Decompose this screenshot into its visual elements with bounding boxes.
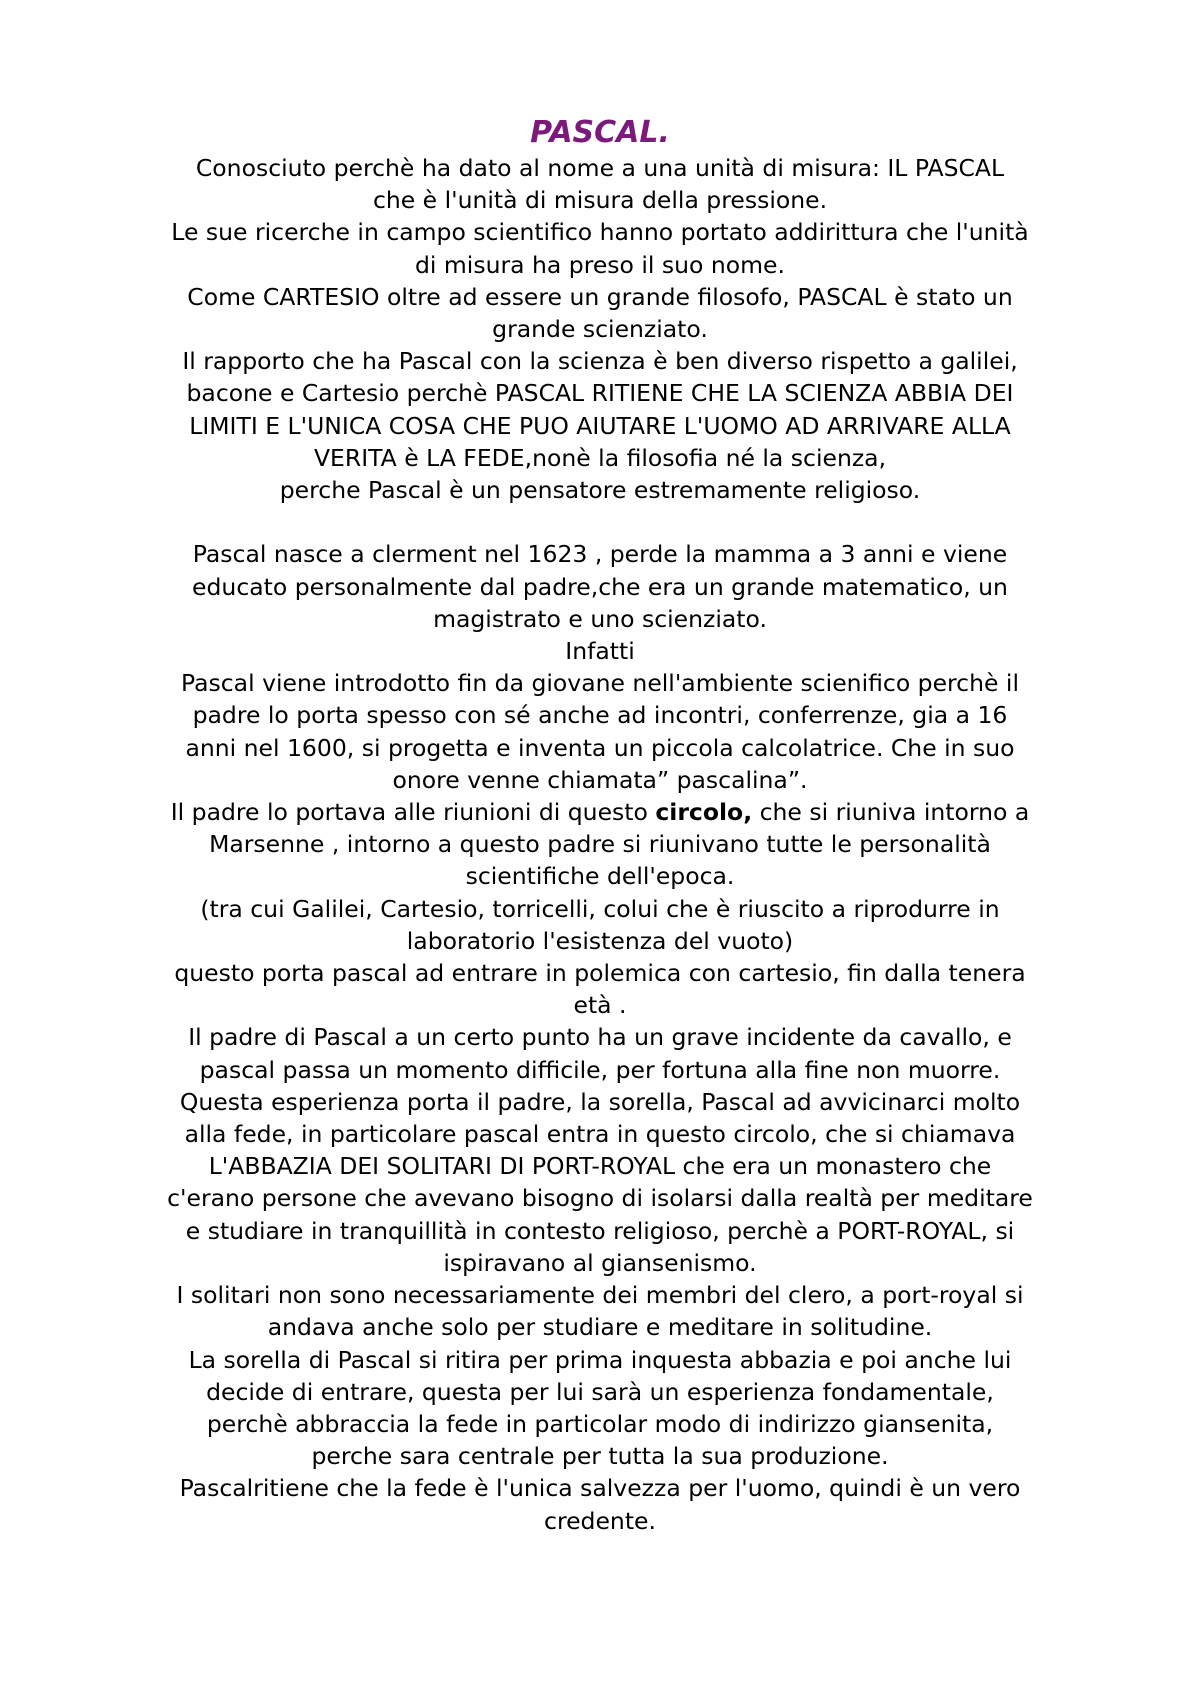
text-line: L'ABBAZIA DEI SOLITARI DI PORT-ROYAL che era un monastero che <box>208 1152 992 1181</box>
text-line: andava anche solo per studiare e meditare in solitudine. <box>267 1313 933 1342</box>
text-line: Infatti <box>565 637 635 666</box>
text-line: credente. <box>544 1506 656 1535</box>
text-line: La sorella di Pascal si ritira per prima inquesta abbazia e poi anche lui <box>188 1345 1012 1374</box>
paragraph-spacer <box>105 506 1095 538</box>
text-segment: che si riuniva intorno a <box>752 798 1030 827</box>
text-line: questo porta pascal ad entrare in polemica con cartesio, fin dalla tenera <box>174 959 1026 988</box>
text-line: Conosciuto perchè ha dato al nome a una unità di misura: IL PASCAL <box>195 154 1005 182</box>
text-line: magistrato e uno scienziato. <box>433 604 767 633</box>
text-line: Le sue ricerche in campo scientifico hanno portato addirittura che l'unità <box>171 218 1029 247</box>
text-line: scientifiche dell'epoca. <box>465 862 735 891</box>
text-line: onore venne chiamata” pascalina”. <box>392 765 808 794</box>
text-line: pascal passa un momento difficile, per fortuna alla fine non muorre. <box>199 1055 1001 1084</box>
text-line: laboratorio l'esistenza del vuoto) <box>406 926 794 955</box>
document-body <box>105 114 1095 1537</box>
text-line: di misura ha preso il suo nome. <box>415 250 785 279</box>
text-line: bacone e Cartesio perchè PASCAL RITIENE CHE LA SCIENZA ABBIA DEI <box>186 379 1014 408</box>
text-line: Questa esperienza porta il padre, la sorella, Pascal ad avvicinarci molto <box>179 1087 1021 1116</box>
text-line: anni nel 1600, si progetta e inventa un piccola calcolatrice. Che in suo <box>185 733 1015 762</box>
text-line: alla fede, in particolare pascal entra in questo circolo, che si chiamava <box>184 1120 1016 1149</box>
text-line: Marsenne , intorno a questo padre si riunivano tutte le personalità <box>209 830 991 859</box>
text-segment: Il padre lo portava alle riunioni di questo <box>170 798 656 827</box>
text-line: LIMITI E L'UNICA COSA CHE PUO AIUTARE L'UOMO AD ARRIVARE ALLA <box>189 411 1011 440</box>
text-line: Come CARTESIO oltre ad essere un grande filosofo, PASCAL è stato un <box>187 282 1013 311</box>
text-line: ispiravano al giansenismo. <box>443 1248 757 1277</box>
text-line: che è l'unità di misura della pressione. <box>372 186 828 215</box>
text-line: padre lo porta spesso con sé anche ad incontri, conferrenze, gia a 16 <box>192 701 1008 730</box>
bold-word: circolo, <box>655 798 753 827</box>
text-line: Pascalritiene che la fede è l'unica salvezza per l'uomo, quindi è un vero <box>179 1474 1021 1503</box>
text-line: Pascal viene introdotto fin da giovane nell'ambiente scienifico perchè il <box>180 669 1019 698</box>
text-line-with-bold <box>105 796 1095 828</box>
text-line: grande scienziato. <box>492 315 708 344</box>
text-line: VERITA è LA FEDE,nonè la filosofia né la scienza, <box>313 443 887 472</box>
text-line: età . <box>573 991 627 1020</box>
paragraph-biography <box>105 538 1095 1536</box>
paragraph-intro <box>105 152 1095 506</box>
text-line: perche sara centrale per tutta la sua produzione. <box>311 1442 889 1471</box>
text-line: decide di entrare, questa per lui sarà un esperienza fondamentale, <box>206 1377 994 1406</box>
text-line: perchè abbraccia la fede in particolar modo di indirizzo giansenita, <box>206 1409 994 1438</box>
document-title: PASCAL. <box>530 115 670 150</box>
text-line: educato personalmente dal padre,che era un grande matematico, un <box>192 572 1008 601</box>
text-line: Il rapporto che ha Pascal con la scienza è ben diverso rispetto a galilei, <box>182 347 1018 376</box>
text-line: I solitari non sono necessariamente dei membri del clero, a port-royal si <box>176 1281 1024 1310</box>
text-line: c'erano persone che avevano bisogno di isolarsi dalla realtà per meditare <box>167 1184 1033 1213</box>
text-line: Pascal nasce a clerment nel 1623 , perde la mamma a 3 anni e viene <box>192 540 1008 569</box>
text-line: e studiare in tranquillità in contesto religioso, perchè a PORT-ROYAL, si <box>185 1216 1015 1245</box>
text-line: (tra cui Galilei, Cartesio, torricelli, colui che è riuscito a riprodurre in <box>200 894 1000 923</box>
text-line: perche Pascal è un pensatore estremamente religioso. <box>279 476 921 505</box>
text-line: Il padre di Pascal a un certo punto ha un grave incidente da cavallo, e <box>188 1023 1012 1052</box>
